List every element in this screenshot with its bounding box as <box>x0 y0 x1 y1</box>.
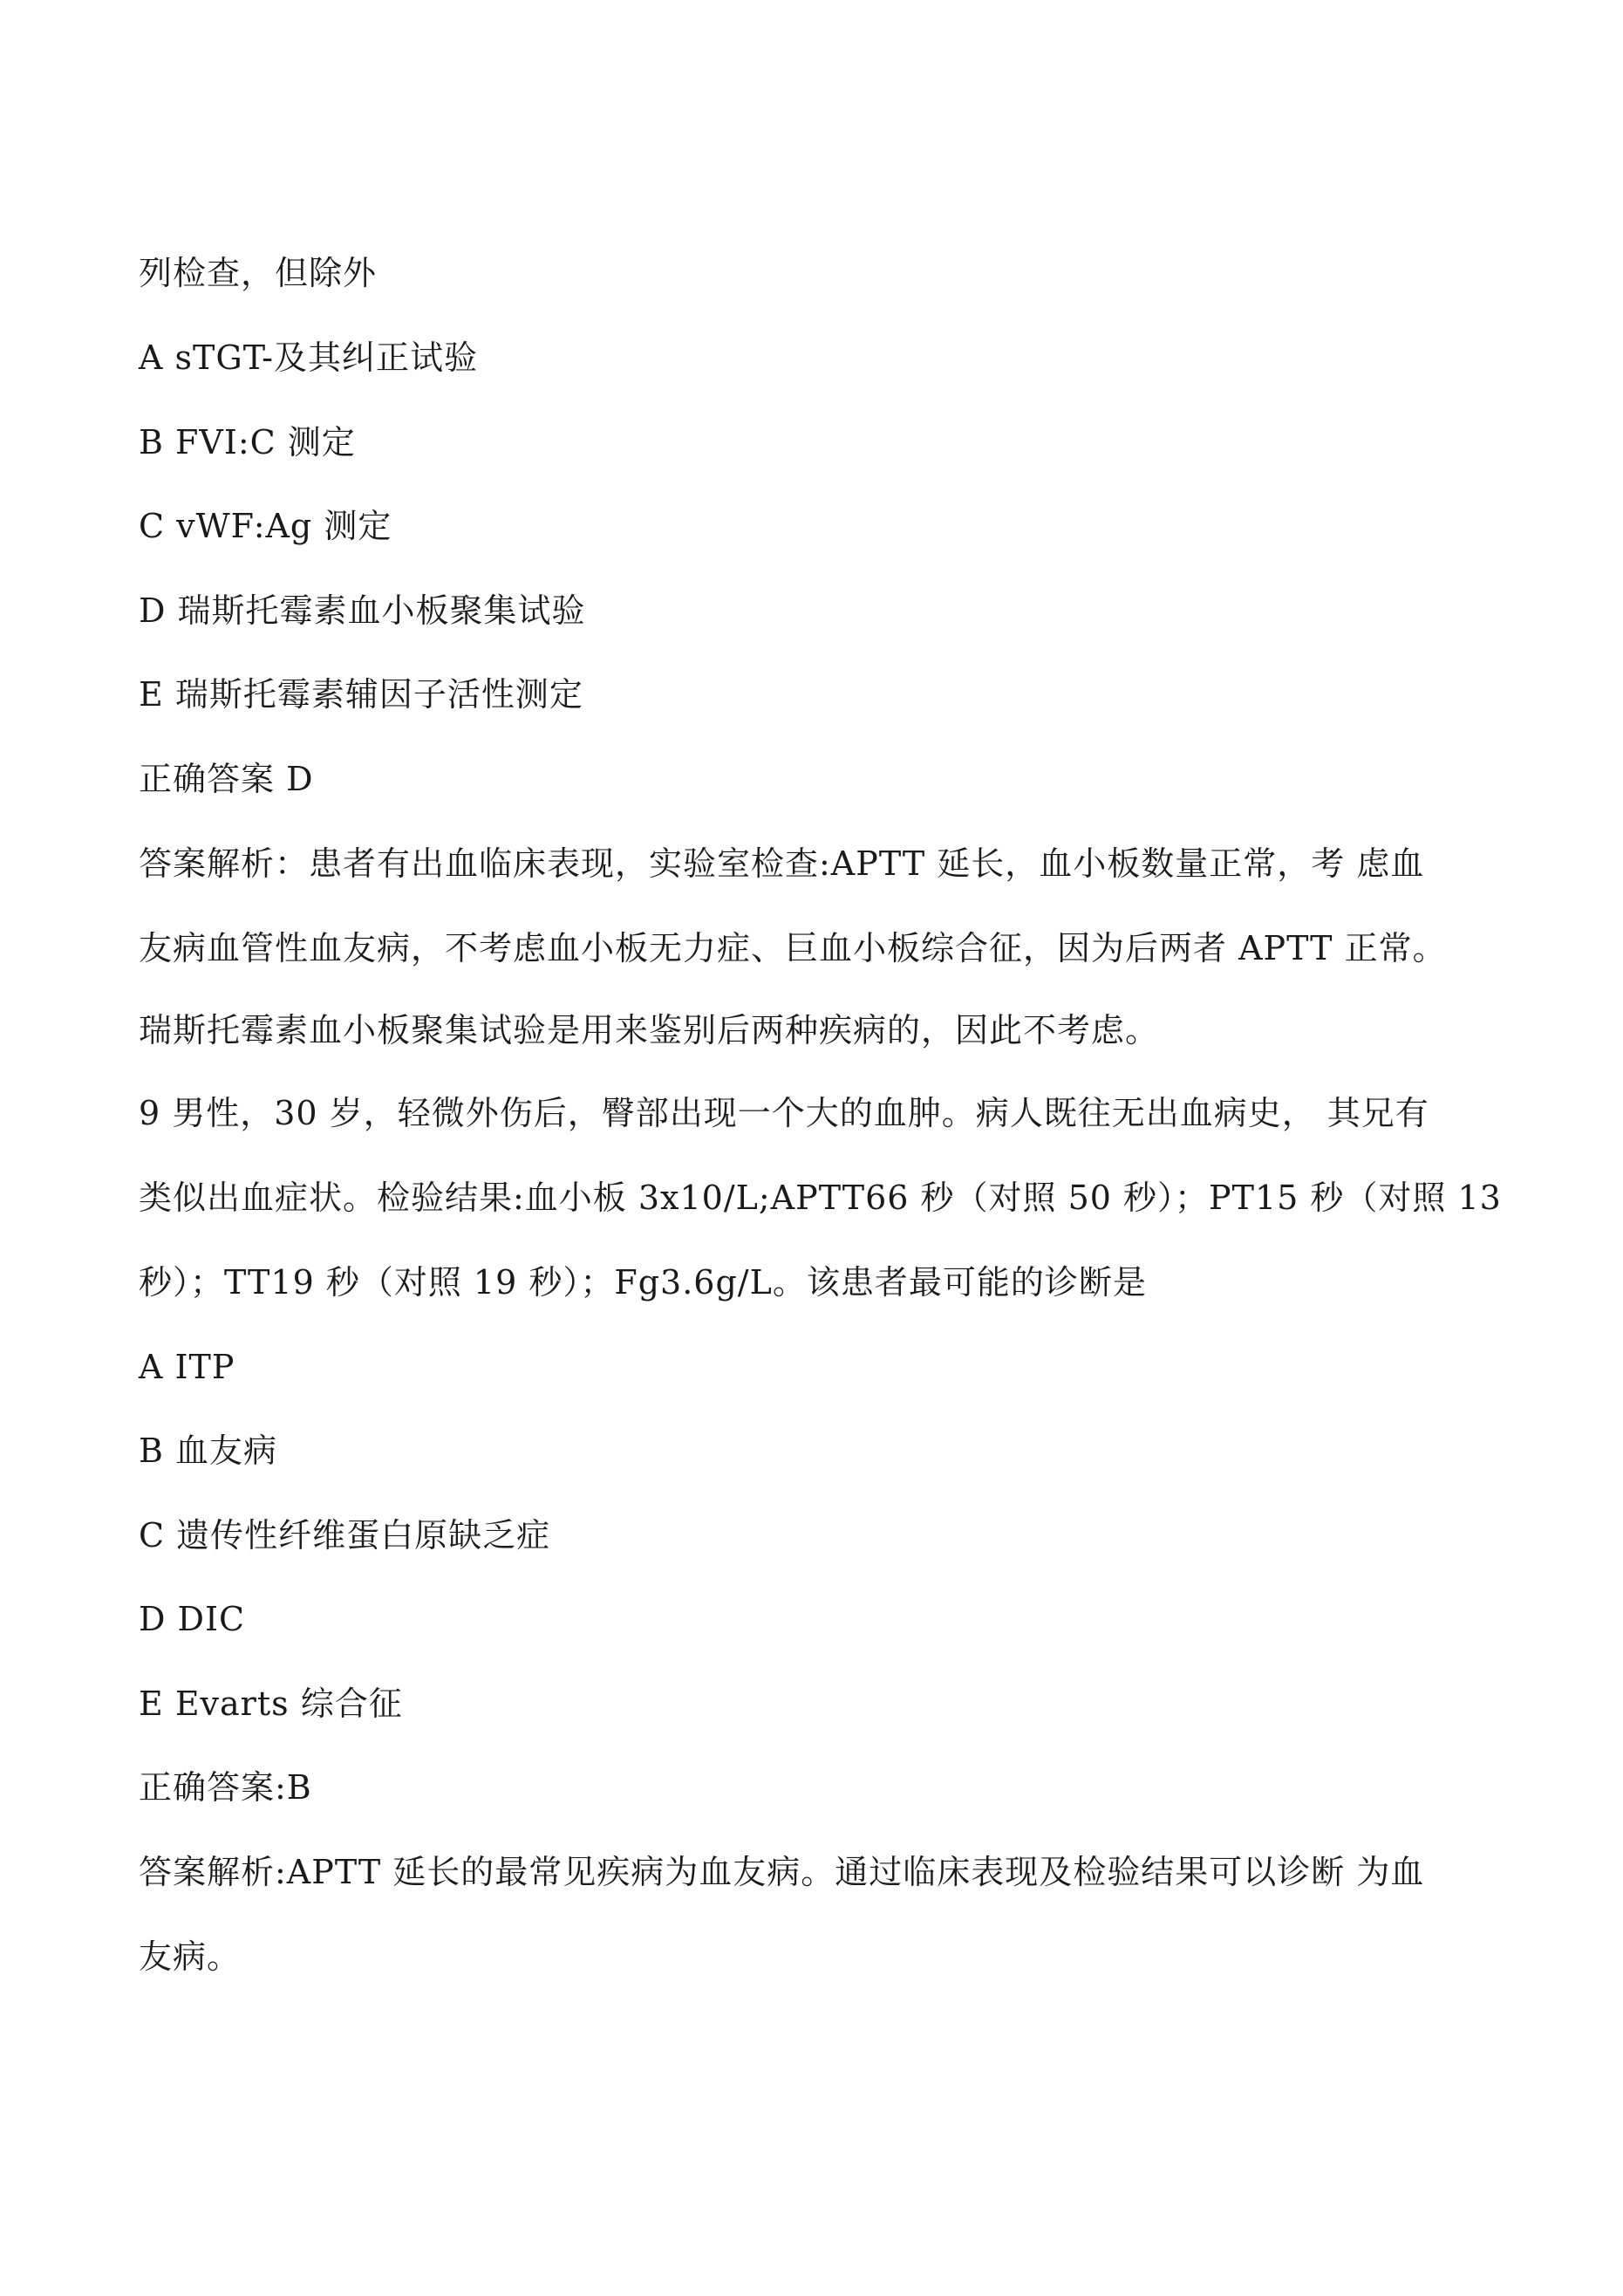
question-8-explanation-line-3: 瑞斯托霉素血小板聚集试验是用来鉴别后两种疾病的，因此不考虑。 <box>139 1011 1160 1049</box>
question-9-answer: 正确答案:B <box>139 1768 312 1807</box>
question-9-stem-line-2: 类似出血症状。检验结果:血小板 3x10/L;APTT66 秒（对照 50 秒）；PT15 秒（对照 13 <box>139 1179 1502 1217</box>
question-9-option-a: A ITP <box>139 1348 235 1386</box>
question-9-stem-line-1: 9 男性，30 岁，轻微外伤后，臀部出现一个大的血肿。病人既往无出血病史， 其兄有 <box>139 1094 1429 1132</box>
question-8-explanation-line-2: 友病血管性血友病，不考虑血小板无力症、巨血小板综合征，因为后两者 APTT 正常。 <box>139 929 1447 967</box>
question-8-option-c: C vWF:Ag 测定 <box>139 507 392 545</box>
question-9-option-b: B 血友病 <box>139 1432 278 1470</box>
question-9-option-d: D DIC <box>139 1600 246 1638</box>
question-8-option-a: A sTGT-及其纠正试验 <box>139 338 479 377</box>
question-8-answer: 正确答案 D <box>139 760 314 798</box>
question-9-stem-line-3: 秒）；TT19 秒（对照 19 秒）；Fg3.6g/L。该患者最可能的诊断是 <box>139 1263 1147 1302</box>
question-8-stem-tail: 列检查，但除外 <box>139 254 378 292</box>
question-8-option-e: E 瑞斯托霉素辅因子活性测定 <box>139 675 583 714</box>
question-9-option-c: C 遗传性纤维蛋白原缺乏症 <box>139 1516 551 1555</box>
question-9-option-e: E Evarts 综合征 <box>139 1684 403 1723</box>
question-9-explanation-line-2: 友病。 <box>139 1937 242 1976</box>
question-9-explanation-line-1: 答案解析:APTT 延长的最常见疾病为血友病。通过临床表现及检验结果可以诊断 为血 <box>139 1853 1425 1891</box>
question-8-option-b: B FVI:C 测定 <box>139 423 356 461</box>
question-8-option-d: D 瑞斯托霉素血小板聚集试验 <box>139 591 586 630</box>
question-8-explanation-line-1: 答案解析：患者有出血临床表现，实验室检查:APTT 延长，血小板数量正常，考 虑血 <box>139 844 1425 883</box>
